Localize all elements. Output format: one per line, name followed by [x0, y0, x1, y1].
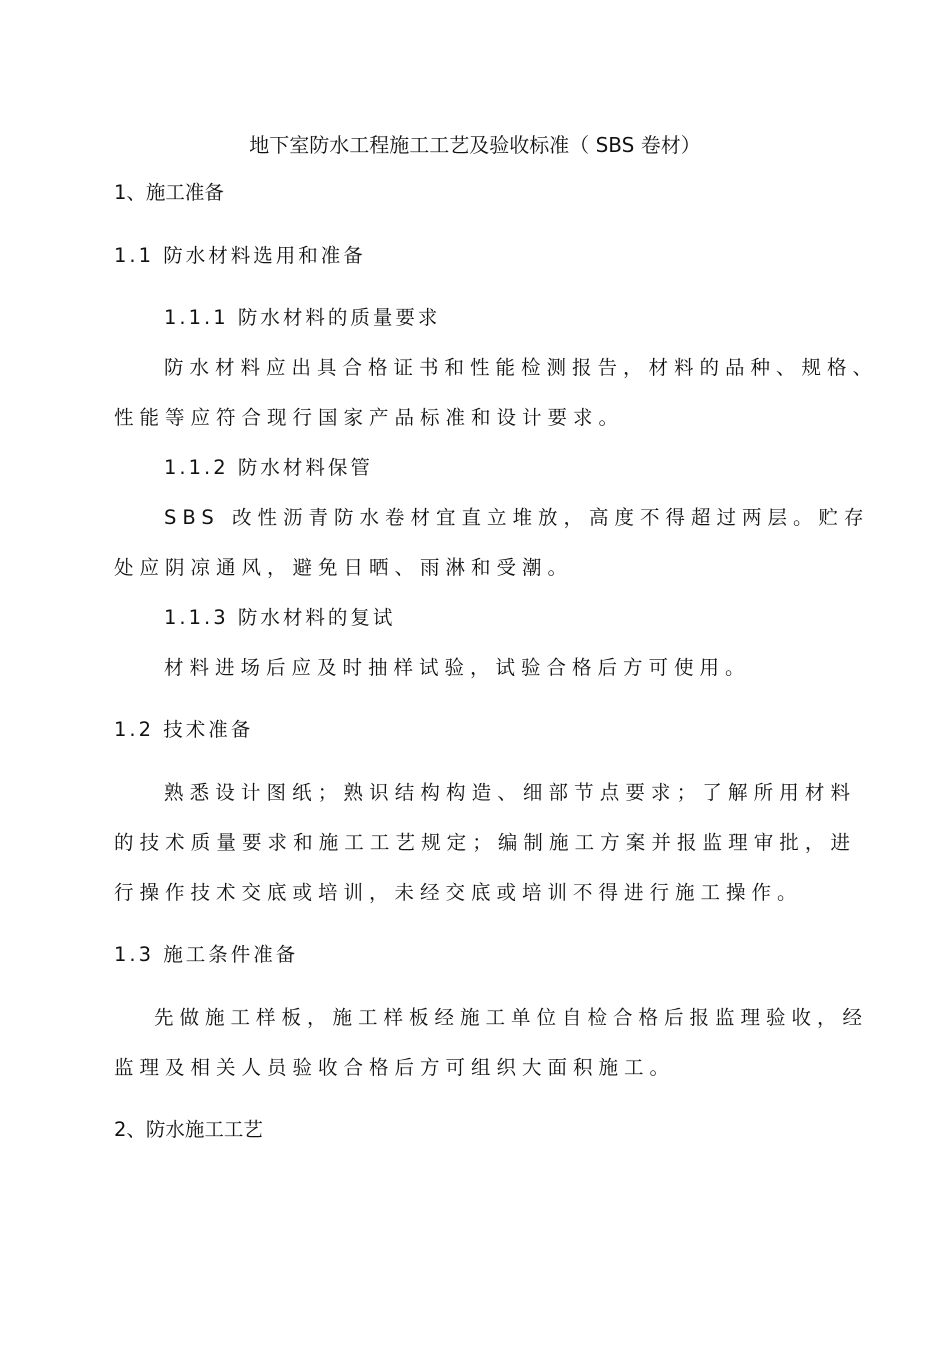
section-heading-2: 2、防水施工工艺	[114, 1118, 263, 1141]
item-heading-1-1-1: 1.1.1 防水材料的质量要求	[164, 306, 441, 329]
paragraph-line: 行操作技术交底或培训，未经交底或培训不得进行施工操作。	[114, 881, 803, 904]
paragraph-line: SBS 改性沥青防水卷材宜直立堆放，高度不得超过两层。贮存	[164, 506, 870, 529]
paragraph-line: 性能等应符合现行国家产品标准和设计要求。	[114, 406, 625, 429]
item-heading-1-1-2: 1.1.2 防水材料保管	[164, 456, 373, 479]
paragraph-line: 熟悉设计图纸；熟识结构构造、细部节点要求；了解所用材料	[164, 781, 856, 804]
subsection-heading-1-3: 1.3 施工条件准备	[114, 943, 299, 966]
paragraph-line: 先做施工样板，施工样板经施工单位自检合格后报监理验收，经	[154, 1006, 869, 1029]
paragraph-line: 处应阴凉通风，避免日晒、雨淋和受潮。	[114, 556, 574, 579]
item-heading-1-1-3: 1.1.3 防水材料的复试	[164, 606, 396, 629]
section-heading-1: 1、施工准备	[114, 181, 224, 204]
paragraph-line: 的技术质量要求和施工工艺规定；编制施工方案并报监理审批，进	[114, 831, 856, 854]
subsection-heading-1-2: 1.2 技术准备	[114, 718, 254, 741]
subsection-heading-1-1: 1.1 防水材料选用和准备	[114, 244, 366, 267]
paragraph-line: 监理及相关人员验收合格后方可组织大面积施工。	[114, 1056, 676, 1079]
paragraph-line: 防水材料应出具合格证书和性能检测报告，材料的品种、规格、	[164, 356, 879, 379]
paragraph-line: 材料进场后应及时抽样试验，试验合格后方可使用。	[164, 656, 751, 679]
document-title: 地下室防水工程施工工艺及验收标准（ SBS 卷材）	[249, 133, 701, 157]
